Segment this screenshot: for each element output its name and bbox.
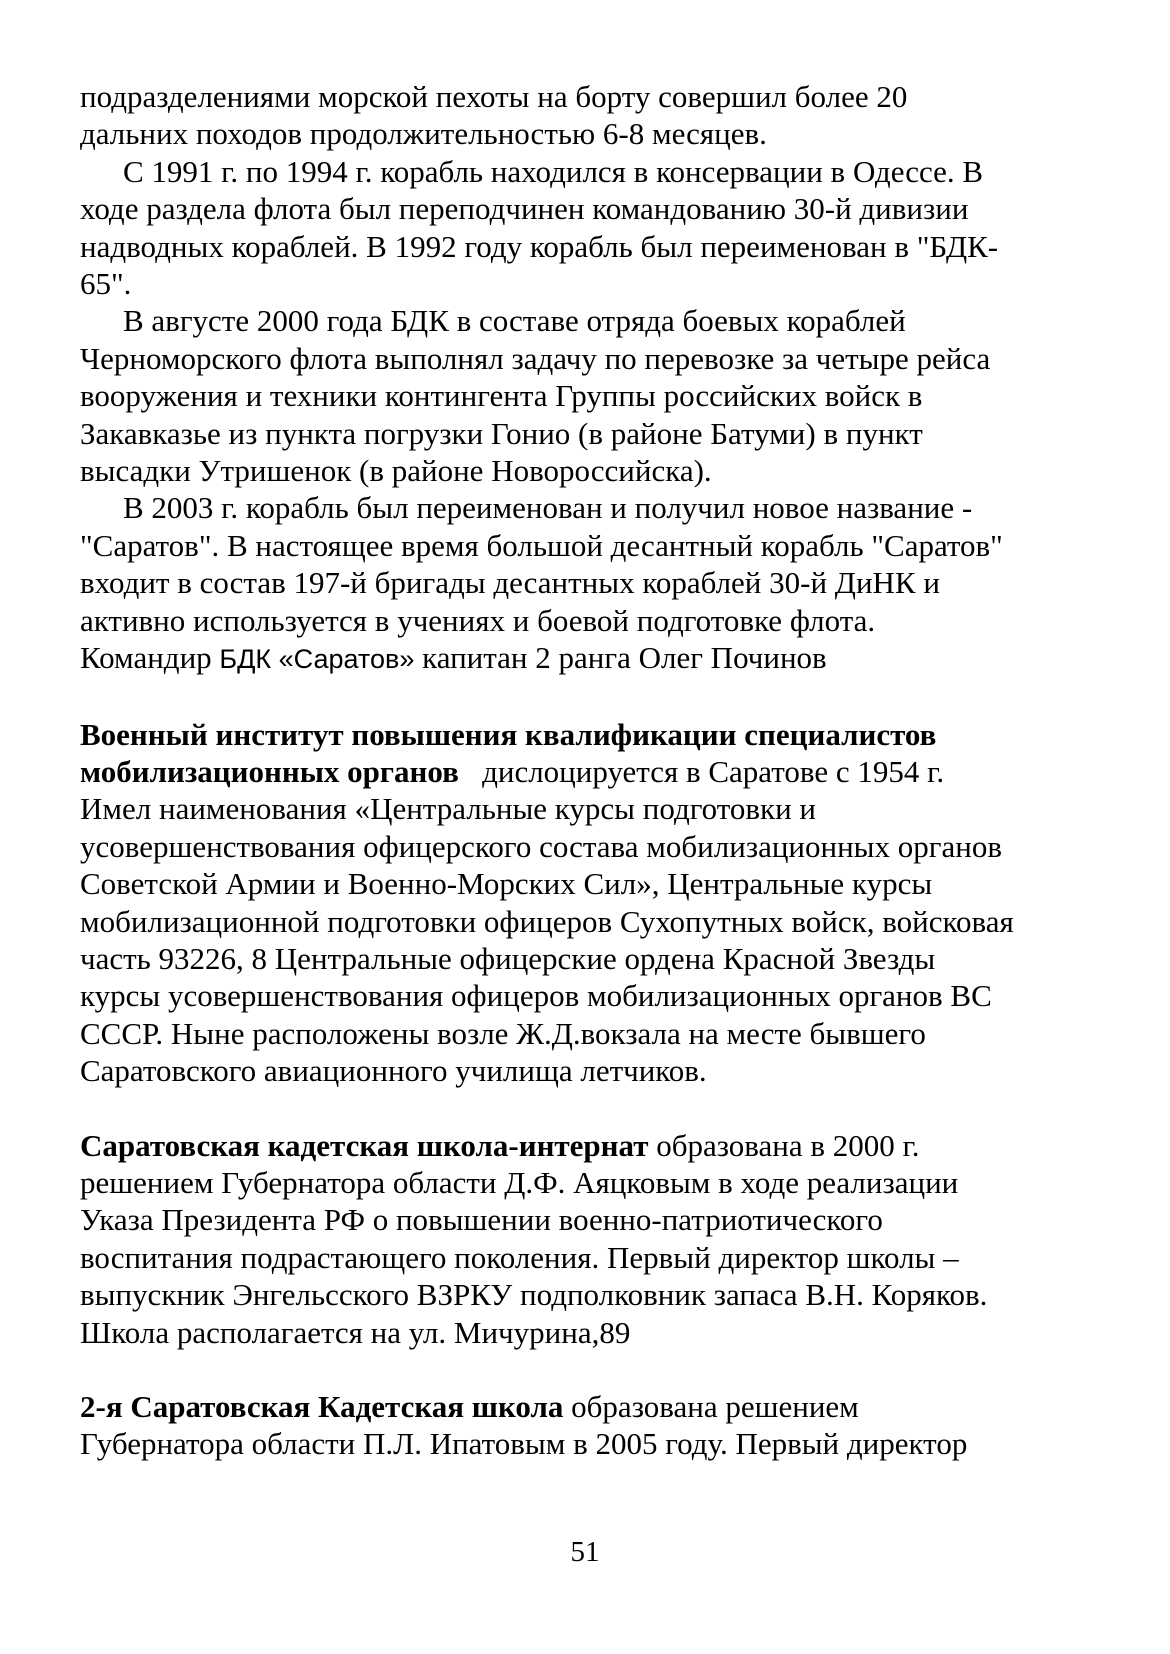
text-line: "Саратов". В настоящее время большой десантный корабль "Саратов" [80,527,1003,563]
text-line: 65". [80,266,132,302]
text-line: входит в состав 197-й бригады десантных кораблей 30-й ДиНК и [80,565,940,601]
text-line [80,1388,1090,1425]
text-line: СССР. Ныне расположены возле Ж.Д.вокзала на месте бывшего [80,1015,926,1051]
text-line: подразделениями морской пехоты на борту совершил более 20 [80,79,908,114]
text-line: Школа располагается на ул. Мичурина,89 [80,1314,631,1350]
institute-section [80,716,1090,1090]
section-title-continued: мобилизационных органов [80,753,459,789]
text-line: решением Губернатора области Д.Ф. Аяцковым в ходе реализации [80,1164,959,1200]
paragraph-gap [80,1090,1090,1127]
document-page [80,78,1090,1463]
text-line: выпускник Энгельсского ВЗРКУ подполковник запаса В.Н. Коряков. [80,1277,988,1313]
text-line: часть 93226, 8 Центральные офицерские ордена Красной Звезды [80,940,936,976]
second-cadet-section [80,1388,1090,1463]
text-line: Советской Армии и Военно-Морских Сил», Центральные курсы [80,866,933,902]
text-line: активно используется в учениях и боевой подготовке флота. [80,602,876,638]
paragraph-gap [80,679,1090,716]
text-line: Губернатора области П.Л. Ипатовым в 2005 году. Первый директор [80,1426,968,1462]
page-number: 51 [570,1536,600,1568]
text-line: высадки Утришенок (в районе Новороссийска). [80,453,712,489]
text-line: ходе раздела флота был переподчинен командованию 30-й дивизии [80,191,969,227]
section-title: Саратовская кадетская школа-интернат [80,1127,649,1163]
section-title: Военный институт повышения квалификации специалистов [80,716,937,752]
commander-label: Командир [80,640,220,676]
section-title: 2-я Саратовская Кадетская школа [80,1389,564,1424]
text-line [80,753,1090,790]
text-line: Указа Президента РФ о повышении военно-патриотического [80,1202,883,1238]
text-line: мобилизационной подготовки офицеров Сухопутных войск, войсковая [80,903,1014,939]
text-fragment: образована решением [563,1389,859,1424]
text-fragment: дислоцируется в Саратове с 1954 г. [458,753,945,789]
commander-line [80,639,1090,678]
text-line: С 1991 г. по 1994 г. корабль находился в консервации в Одессе. В [123,153,984,189]
text-line: В августе 2000 года БДК в составе отряда боевых кораблей [123,303,906,339]
text-line: Саратовского авиационного училища летчиков. [80,1053,707,1089]
commander-name: капитан 2 ранга Олег Починов [414,640,827,676]
text-line: Черноморского флота выполнял задачу по перевозке за четыре рейса [80,340,991,376]
text-line: усовершенствования офицерского состава мобилизационных органов [80,828,1002,864]
text-line: воспитания подрастающего поколения. Первый директор школы – [80,1239,959,1275]
text-line: курсы усовершенствования офицеров мобилизационных органов ВС [80,978,992,1014]
ship-section [80,78,1090,679]
text-line: надводных кораблей. В 1992 году корабль был переименован в "БДК- [80,228,999,264]
paragraph-gap [80,1351,1090,1388]
ship-name: БДК «Саратов» [219,644,415,675]
cadet-school-section [80,1127,1090,1351]
text-line: Имел наименования «Центральные курсы подготовки и [80,791,817,827]
text-line: вооружения и техники контингента Группы российских войск в [80,378,923,414]
text-line: дальних походов продолжительностью 6-8 месяцев. [80,116,767,152]
text-line: В 2003 г. корабль был переименован и получил новое название - [123,490,973,526]
text-fragment: образована в 2000 г. [648,1127,920,1163]
text-line [80,1127,1090,1164]
text-line: Закавказье из пункта погрузки Гонио (в районе Батуми) в пункт [80,415,923,451]
